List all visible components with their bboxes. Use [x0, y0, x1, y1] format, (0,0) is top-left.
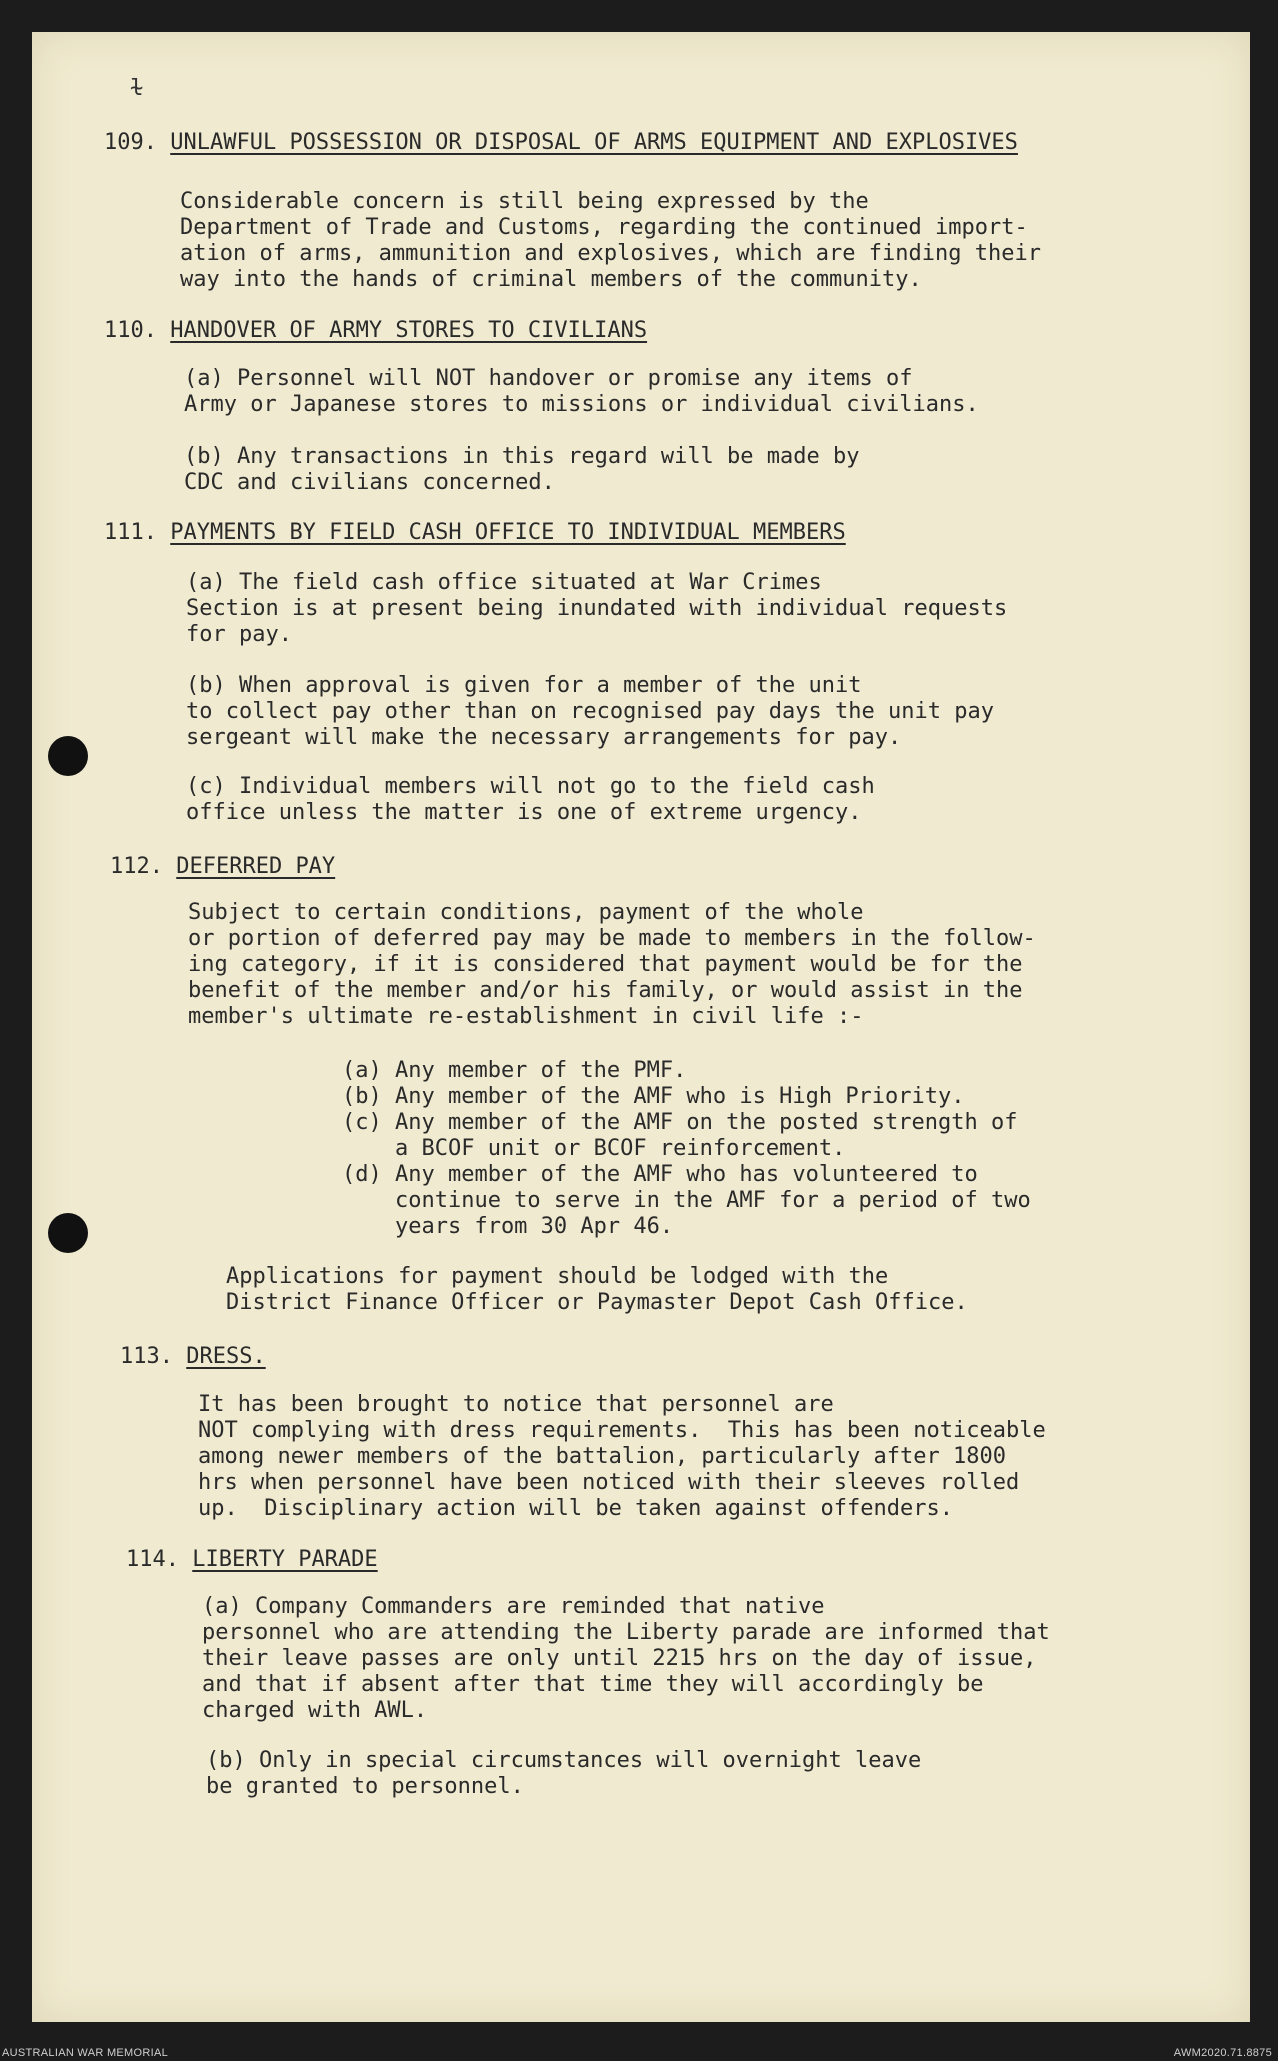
- section-114-title: LIBERTY PARADE: [192, 1547, 378, 1572]
- corner-mark: ɫ: [130, 76, 144, 101]
- punch-hole-top: [48, 736, 88, 776]
- section-111-heading: 111. PAYMENTS BY FIELD CASH OFFICE TO INDIVIDUAL MEMBERS: [104, 520, 846, 545]
- section-110-para-b: (b) Any transactions in this regard will be made by CDC and civilians concerned.: [184, 444, 860, 495]
- section-110-title: HANDOVER OF ARMY STORES TO CIVILIANS: [170, 318, 648, 343]
- punch-hole-bottom: [48, 1213, 88, 1253]
- section-111-para-a: (a) The field cash office situated at War Crimes Section is at present being inundated with individual requests for pay.: [186, 570, 1008, 647]
- section-114-para-a: (a) Company Commanders are reminded that native personnel who are attending the Liberty parade are informed that their leave passes are only until 2215 hrs on the day of issue, and that if absent after that time they will accordingly be charged with AWL.: [202, 1594, 1050, 1723]
- section-112-list-a: (a) Any member of the PMF.: [342, 1058, 687, 1083]
- section-112-closing: Applications for payment should be lodged with the District Finance Officer or Paymaster Depot Cash Office.: [226, 1264, 968, 1315]
- footer-right: AWM2020.71.8875: [1173, 2047, 1272, 2059]
- section-114-heading: 114. LIBERTY PARADE: [126, 1547, 378, 1572]
- section-109-title: UNLAWFUL POSSESSION OR DISPOSAL OF ARMS EQUIPMENT AND EXPLOSIVES: [170, 130, 1018, 155]
- section-109-heading: 109. UNLAWFUL POSSESSION OR DISPOSAL OF ARMS EQUIPMENT AND EXPLOSIVES: [104, 130, 1018, 155]
- section-114-para-b: (b) Only in special circumstances will overnight leave be granted to personnel.: [206, 1748, 922, 1799]
- section-113-heading: 113. DRESS.: [120, 1344, 266, 1369]
- section-111-title: PAYMENTS BY FIELD CASH OFFICE TO INDIVIDUAL MEMBERS: [170, 520, 846, 545]
- section-112-list-b: (b) Any member of the AMF who is High Priority.: [342, 1084, 965, 1109]
- section-109-para-1: Considerable concern is still being expressed by the Department of Trade and Customs, regarding the continued import- ation of arms, ammunition and explosives, which are finding their way into the hands of criminal members of the community.: [180, 189, 1041, 292]
- footer-left: AUSTRALIAN WAR MEMORIAL: [2, 2047, 169, 2059]
- section-112-heading: 112. DEFERRED PAY: [110, 854, 336, 879]
- section-113-para-1: It has been brought to notice that personnel are NOT complying with dress requirements. This has been noticeable among newer members of the battalion, particularly after 1800 hrs when personnel have been noticed with their sleeves rolled up. Disciplinary action will be taken against offenders.: [198, 1392, 1046, 1521]
- section-110-heading: 110. HANDOVER OF ARMY STORES TO CIVILIANS: [104, 318, 648, 343]
- section-112-title: DEFERRED PAY: [176, 854, 336, 879]
- section-111-para-b: (b) When approval is given for a member of the unit to collect pay other than on recognised pay days the unit pay sergeant will make the necessary arrangements for pay.: [186, 673, 994, 750]
- section-110-para-a: (a) Personnel will NOT handover or promise any items of Army or Japanese stores to missions or individual civilians.: [184, 366, 979, 417]
- section-112-para-1: Subject to certain conditions, payment of the whole or portion of deferred pay may be made to members in the follow- ing category, if it is considered that payment would be for the benefit of the member and/or his family, or would assist in the member's ultimate re-establishment in civil life :-: [188, 900, 1036, 1029]
- section-111-para-c: (c) Individual members will not go to the field cash office unless the matter is one of extreme urgency.: [186, 774, 875, 825]
- section-112-list-d: (d) Any member of the AMF who has volunteered to continue to serve in the AMF for a period of two years from 30 Apr 46.: [342, 1162, 1031, 1239]
- section-113-title: DRESS.: [186, 1344, 266, 1369]
- section-112-list-c: (c) Any member of the AMF on the posted strength of a BCOF unit or BCOF reinforcement.: [342, 1110, 1018, 1161]
